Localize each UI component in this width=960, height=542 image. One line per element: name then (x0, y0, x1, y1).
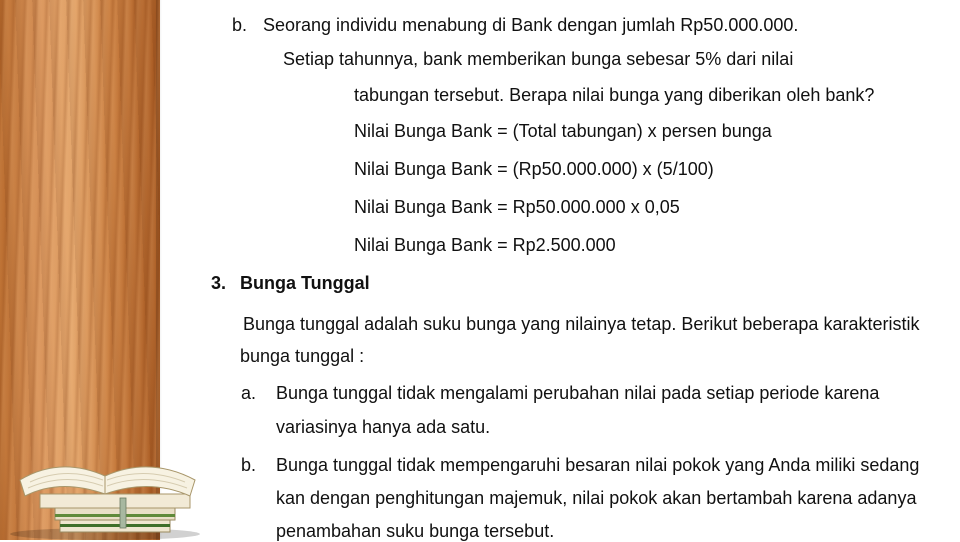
example-b-marker: b. (232, 15, 248, 35)
item-a-line-1: Bunga tunggal tidak mengalami perubahan nilai pada setiap periode karena (276, 383, 880, 403)
example-b-line-1: Seorang individu menabung di Bank dengan jumlah Rp50.000.000. (263, 15, 799, 35)
example-b-line-3: tabungan tersebut. Berapa nilai bunga yang diberikan oleh bank? (354, 85, 875, 105)
item-b-marker: b. (241, 455, 257, 475)
calc-line-2: Nilai Bunga Bank = (Rp50.000.000) x (5/100) (354, 159, 714, 179)
calc-line-1: Nilai Bunga Bank = (Total tabungan) x persen bunga (354, 121, 772, 141)
item-b-line-3: penambahan suku bunga tersebut. (276, 521, 555, 541)
item-a-line-2: variasinya hanya ada satu. (276, 417, 491, 437)
section-3-intro-line-2: bunga tunggal : (240, 346, 365, 366)
section-3-number: 3. (211, 273, 227, 293)
section-3-intro-line-1: Bunga tunggal adalah suku bunga yang nilainya tetap. Berikut beberapa karakteristik (243, 314, 920, 334)
example-b-line-2: Setiap tahunnya, bank memberikan bunga sebesar 5% dari nilai (283, 49, 794, 69)
open-book-stack-icon (0, 436, 210, 540)
item-b-line-2: kan dengan penghitungan majemuk, nilai pokok akan bertambah karena adanya (276, 488, 917, 508)
section-3-title: Bunga Tunggal (240, 273, 370, 293)
item-b-line-1: Bunga tunggal tidak mempengaruhi besaran nilai pokok yang Anda miliki sedang (276, 455, 920, 475)
calc-line-3: Nilai Bunga Bank = Rp50.000.000 x 0,05 (354, 197, 680, 217)
calc-line-4: Nilai Bunga Bank = Rp2.500.000 (354, 235, 616, 255)
item-a-marker: a. (241, 383, 257, 403)
